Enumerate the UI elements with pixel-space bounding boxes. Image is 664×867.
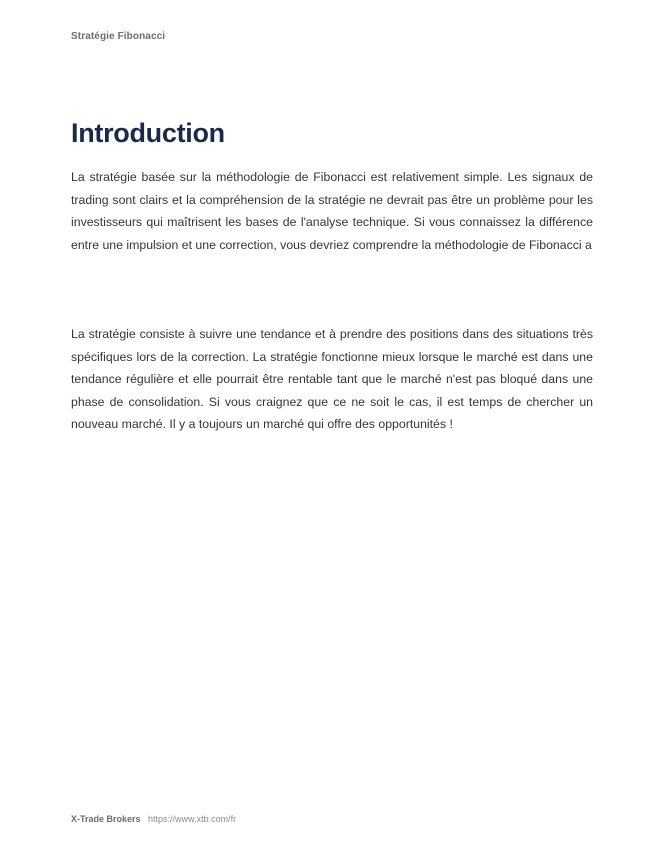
page-title: Introduction: [71, 118, 225, 148]
footer-brand: X-Trade Brokers: [71, 814, 141, 824]
document-header-title: Stratégie Fibonacci: [71, 31, 166, 42]
intro-paragraph-2: La stratégie consiste à suivre une tendance et à prendre des positions dans des situations très spécifiques lors de la correction. La stratégie fonctionne mieux lorsque le marché est dans une tendance régulière et elle pourrait être rentable tant que le marché n'est pas bloqué dans une phase de consolidation. Si vous craignez que ce ne soit le cas, il est temps de chercher un nouveau marché. Il y a toujours un marché qui offre des opportunités !: [71, 327, 593, 431]
footer-url-link[interactable]: https://www.xtb.com/fr: [148, 814, 237, 824]
intro-paragraph-1: La stratégie basée sur la méthodologie de Fibonacci est relativement simple. Les signaux de trading sont clairs et la compréhension de la stratégie ne devrait pas être un problème pour les investisseurs qui maîtrisent les bases de l'analyse technique. Si vous connaissez la différence entre une impulsion et une correction, vous devriez comprendre la méthodologie de Fibonacci a: [71, 170, 593, 252]
document-footer: [71, 814, 236, 824]
